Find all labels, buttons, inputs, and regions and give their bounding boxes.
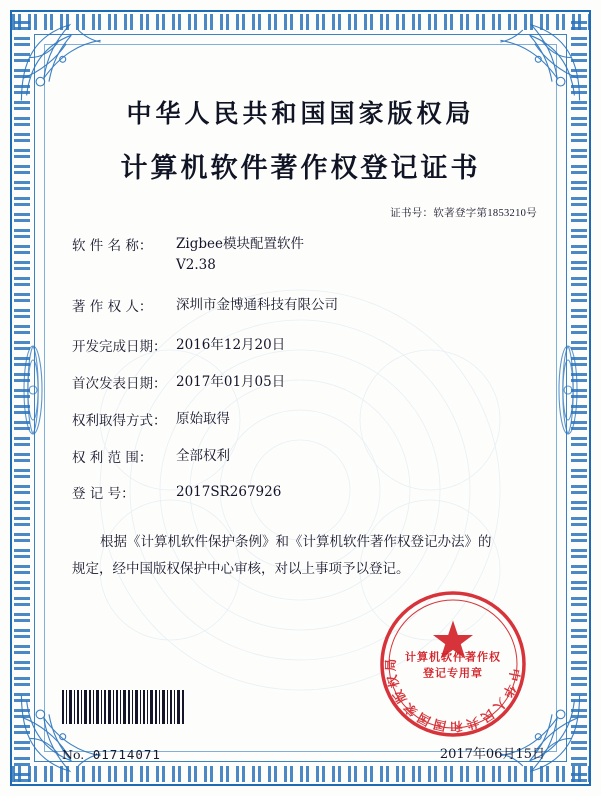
official-seal-stamp [377, 588, 529, 740]
statement-line-2: 规定，经中国版权保护中心审核，对以上事项予以登记。 [72, 561, 410, 578]
greek-key-border-bottom [12, 766, 589, 782]
field-value: 全部权利 [176, 447, 230, 464]
issue-date: 2017年06月15日 [439, 747, 545, 762]
barcode [62, 690, 184, 724]
field-row [72, 295, 545, 316]
field-row [72, 482, 545, 503]
field-value: 2017SR267926 [176, 484, 282, 501]
field-value: 深圳市金博通科技有限公司 [176, 296, 338, 313]
field-label: 开发完成日期： [72, 338, 167, 355]
field-label: 权利取得方式： [72, 412, 167, 429]
statement-paragraph [56, 529, 545, 583]
field-list [56, 234, 545, 503]
field-value-line2: V2.38 [176, 256, 216, 273]
barcode-number [62, 747, 161, 762]
field-row [72, 446, 545, 467]
seal-center-line-1: 计算机软件著作权 [405, 650, 501, 664]
field-value [176, 234, 545, 276]
field-row [72, 234, 545, 276]
field-label: 著 作 权 人： [72, 298, 153, 315]
barcode-number-value: 01714071 [92, 747, 161, 762]
field-value: 2016年12月20日 [176, 336, 286, 353]
issuer-title: 中华人民共和国国家版权局 [126, 99, 475, 128]
side-medallion-icon [555, 330, 581, 450]
field-label: 权 利 范 围： [72, 449, 153, 466]
field-value: 原始取得 [176, 410, 230, 427]
side-medallion-icon [20, 330, 46, 450]
field-value: 2017年01月05日 [176, 373, 286, 390]
field-value-line1: Zigbee模块配置软件 [176, 236, 304, 252]
field-row [72, 372, 545, 393]
field-row [72, 335, 545, 356]
greek-key-border-top [12, 14, 589, 30]
page-title: 计算机软件著作权登记证书 [120, 153, 481, 184]
field-label: 软 件 名 称： [72, 238, 153, 254]
field-row [72, 409, 545, 430]
statement-line-1: 根据《计算机软件保护条例》和《计算机软件著作权登记办法》的 [100, 534, 492, 551]
field-label: 首次发表日期： [72, 375, 167, 392]
seal-center-line-2: 登记专用章 [423, 666, 483, 680]
barcode-number-prefix: No. [62, 747, 85, 762]
certificate-number: 证书号：软著登字第1853210号 [390, 208, 537, 219]
field-label: 登 记 号： [72, 486, 135, 503]
svg-text:中华人民共和国国家版权局: 中华人民共和国国家版权局 [382, 655, 524, 735]
